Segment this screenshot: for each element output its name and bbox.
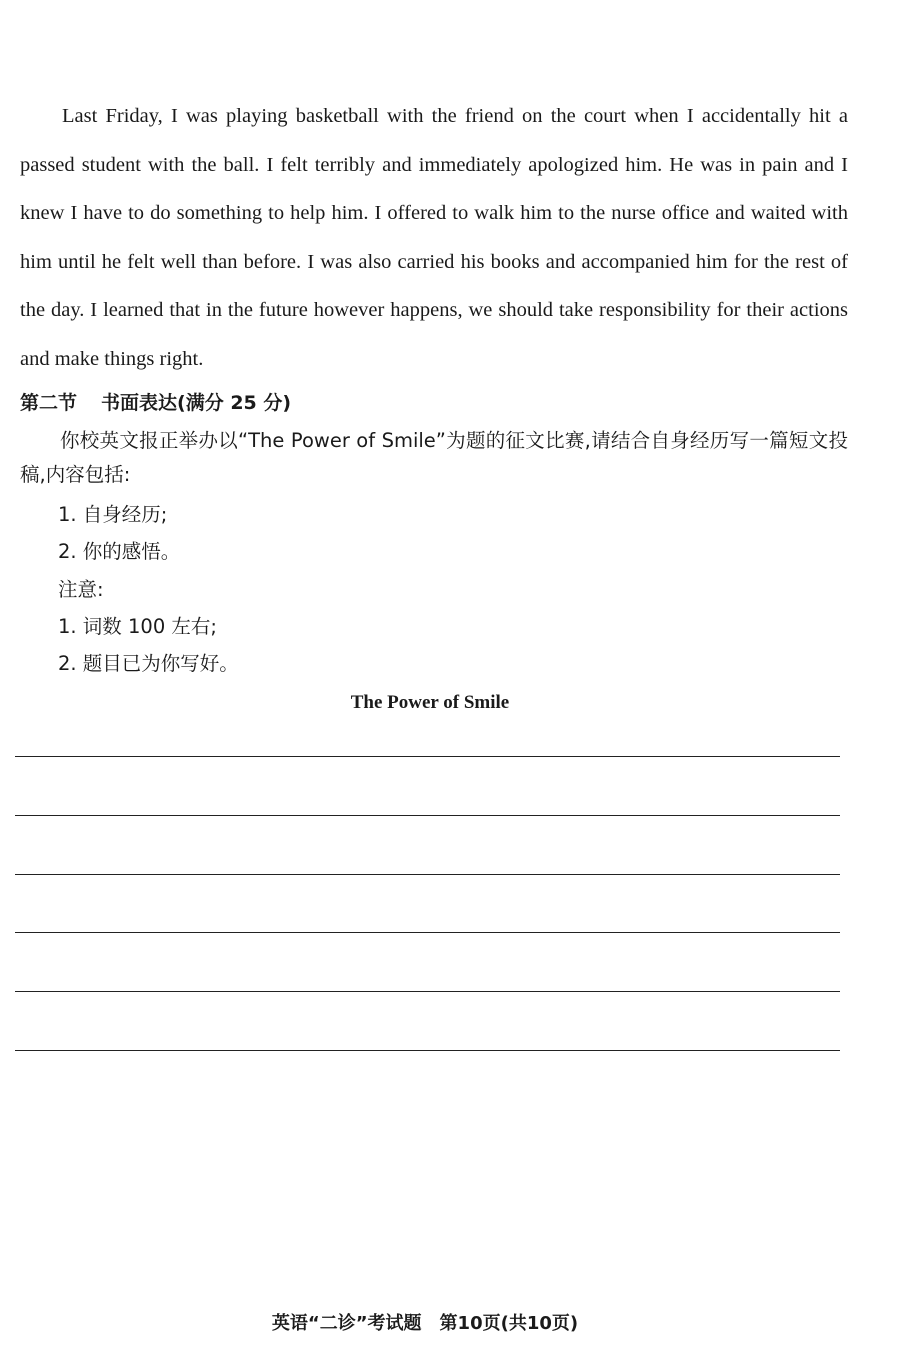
footer-page-number: 第10页(共10页): [439, 1313, 579, 1334]
writing-line[interactable]: [15, 874, 840, 875]
notes-label: 注意:: [58, 578, 104, 601]
content-item: 2. 你的感悟。: [58, 540, 181, 563]
section-title: 书面表达(满分 25 分): [101, 392, 292, 414]
writing-line[interactable]: [15, 756, 840, 757]
answer-writing-area[interactable]: [15, 756, 840, 1109]
content-item: 1. 自身经历;: [58, 503, 168, 526]
section-number: 第二节: [20, 392, 78, 414]
writing-line[interactable]: [15, 991, 840, 992]
footer-exam-name: 英语“二诊”考试题: [271, 1313, 422, 1334]
writing-line[interactable]: [15, 815, 840, 816]
writing-instruction: 你校英文报正举办以“The Power of Smile”为题的征文比赛,请结合自身经历写一篇短文投稿,内容包括:: [20, 429, 848, 486]
writing-line[interactable]: [15, 1050, 840, 1051]
section-heading: [20, 388, 291, 418]
correction-passage: Last Friday, I was playing basketball with the friend on the court when I accidentally hit a passed student with the ball. I felt terribly and immediately apologized him. He was in pain and I knew I have to do something to help him. I offered to walk him to the nurse office and waited with him until he felt well than before. I was also carried his books and accompanied him for the rest of the day. I learned that in the future however happens, we should take responsibility for their actions and make things right.: [20, 105, 848, 370]
note-item: 1. 词数 100 左右;: [58, 615, 217, 638]
page-footer: [0, 1310, 850, 1338]
writing-line[interactable]: [15, 932, 840, 933]
essay-title: The Power of Smile: [350, 692, 510, 713]
note-item: 2. 题目已为你写好。: [58, 652, 239, 675]
